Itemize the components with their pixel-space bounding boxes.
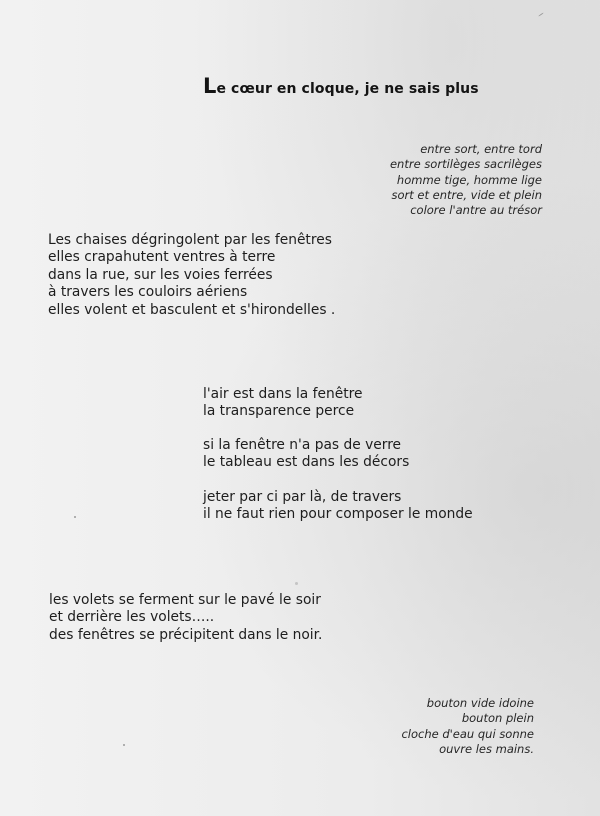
stanza-air (203, 386, 363, 421)
verse-line: le tableau est dans les décors (203, 454, 410, 471)
verse-line: si la fenêtre n'a pas de verre (203, 437, 402, 453)
verse-line: sort et entre, vide et plein (391, 187, 542, 202)
verse-line: des fenêtres se précipitent dans le noir. (49, 626, 323, 643)
verse-line: bouton plein (461, 711, 534, 726)
poem-title (203, 76, 479, 97)
verse-line: il ne faut rien pour composer le monde (203, 506, 473, 523)
verse-line: ouvre les mains. (439, 741, 534, 756)
verse-line: Les chaises dégringolent par les fenêtres (48, 232, 332, 248)
verse-line: cloche d'eau qui sonne (401, 726, 534, 741)
title-dropcap: L (203, 74, 217, 98)
stanza-top-right (390, 142, 542, 218)
verse-line: et derrière les volets….. (49, 609, 215, 626)
verse-line: les volets se ferment sur le pavé le soir (49, 592, 321, 608)
verse-line: elles volent et basculent et s'hirondelles . (48, 301, 336, 318)
verse-line: jeter par ci par là, de travers (203, 489, 402, 505)
verse-line: elles crapahutent ventres à terre (48, 249, 276, 266)
stanza-chaises (48, 232, 335, 319)
paper-speck (538, 12, 543, 16)
verse-line: à travers les couloirs aériens (48, 284, 248, 301)
stanza-volets (49, 592, 322, 644)
stanza-verre (203, 437, 409, 472)
paper-speck (74, 516, 76, 518)
verse-line: colore l'antre au trésor (410, 203, 542, 218)
verse-line: bouton vide idoine (426, 696, 534, 710)
stanza-jeter (203, 489, 473, 524)
paper-speck (295, 582, 298, 585)
title-text: e cœur en cloque, je ne sais plus (216, 81, 479, 97)
verse-line: dans la rue, sur les voies ferrées (48, 266, 273, 283)
verse-line: entre sort, entre tord (420, 142, 542, 156)
stanza-bouton (401, 696, 534, 757)
verse-line: homme tige, homme lige (396, 172, 542, 187)
paper-speck (123, 744, 125, 746)
verse-line: entre sortilèges sacrilèges (389, 157, 542, 172)
verse-line: l'air est dans la fenêtre (203, 386, 363, 402)
verse-line: la transparence perce (203, 403, 355, 420)
